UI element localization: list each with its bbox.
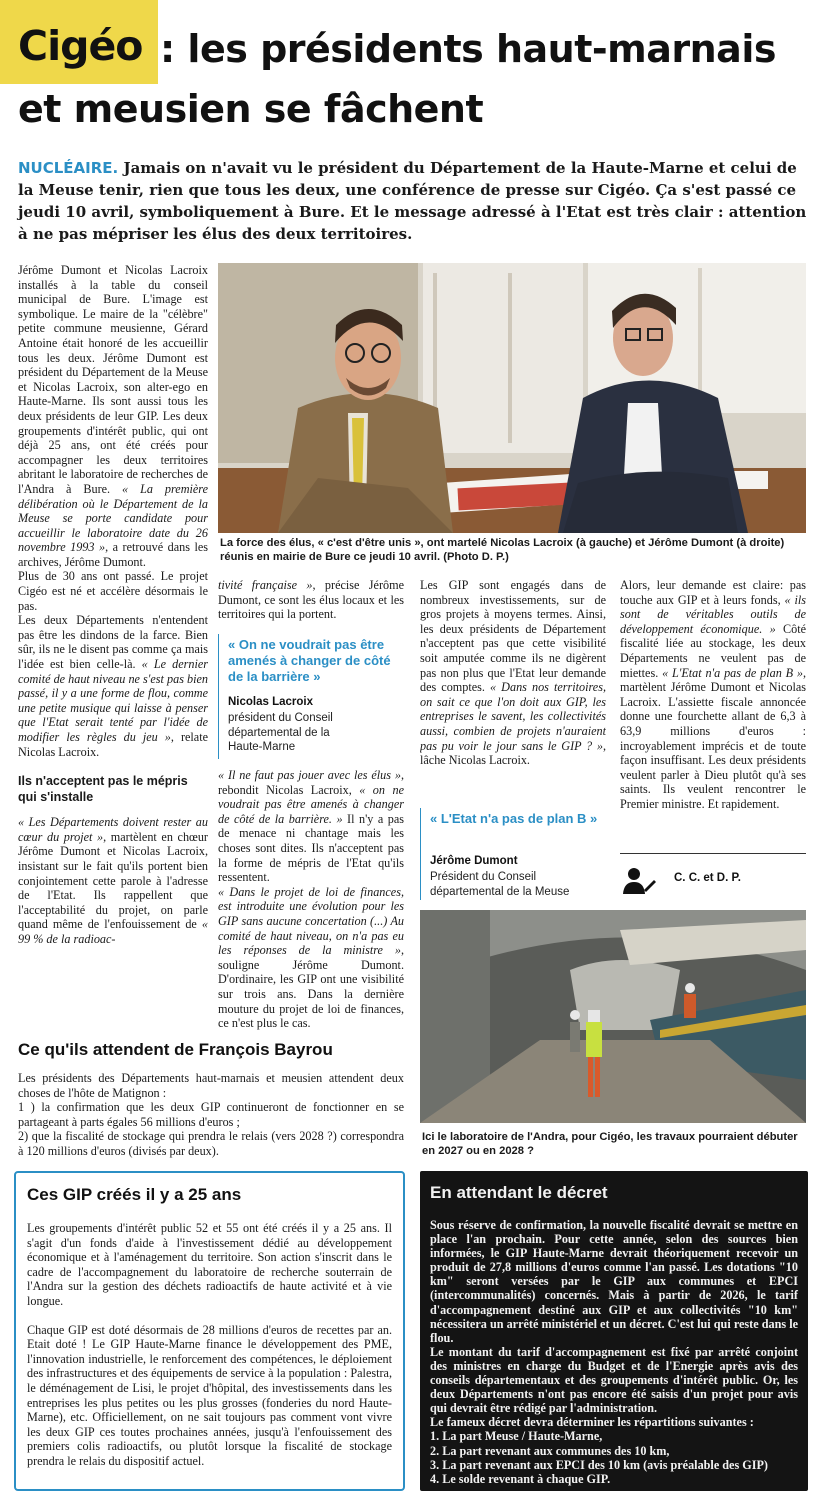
press-conference-illustration	[218, 263, 806, 533]
author-byline: C. C. et D. P.	[674, 872, 741, 884]
photo1-caption: La force des élus, « c'est d'être unis », ont martelé Nicolas Lacroix (à gauche) et Jérôme Dumont (à droite) réunis en mairie de Bure ce jeudi 10 avril. (Photo D. P.)	[220, 537, 785, 563]
lead-paragraph	[18, 157, 808, 245]
article-column-4	[620, 578, 806, 846]
author-icon	[622, 866, 656, 896]
decret-box-title: En attendant le décret	[430, 1183, 608, 1202]
col1-paragraph-2: Plus de 30 ans ont passé. Le projet Cigéo est né et accélère désormais le pas.	[18, 569, 208, 613]
pullquote2-rule	[420, 808, 421, 900]
photo2-caption: Ici le laboratoire de l'Andra, pour Cigéo, les travaux pourraient débuter en 2027 ou en 2028 ?	[422, 1131, 798, 1157]
col1-paragraph-4: « Les Départements doivent rester au cœur du projet », martèlent en chœur Jérôme Dumont et Nicolas Lacroix, insistant sur le fait qu'ils portent bien conjointement cette parole à l'adresse de l'Etat. Ils rappellent que l'acceptabilité du projet, on parle quand même de l'enfouissement de « 99 % de la radioac-	[18, 815, 208, 946]
article-column-3	[420, 578, 606, 803]
pullquote-dumont-name: Jérôme Dumont	[430, 855, 518, 867]
andra-laboratory-photo	[420, 910, 806, 1123]
decret-box-item-3: 3. La part revenant aux EPCI des 10 km (avis préalable des GIP)	[430, 1457, 768, 1472]
section-tag	[0, 0, 158, 84]
decret-box-item-4: 4. Le solde revenant à chaque GIP.	[430, 1471, 611, 1486]
decret-box-body	[430, 1218, 798, 1486]
tunnel-illustration	[420, 910, 806, 1123]
col1-subheading: Ils n'acceptent pas le mépris qui s'installe	[18, 774, 188, 805]
bayrou-section-title: Ce qu'ils attendent de François Bayrou	[18, 1040, 333, 1059]
article-column-1	[18, 263, 208, 1033]
col2-paragraph-2: « Il ne faut pas jouer avec les élus », rebondit Nicolas Lacroix, « on ne voudrait pas être amenés à changer de côté de la barrière. » Il n'y a pas de menace ni chantage mais les choses sont dites. Ils n'acceptent pas la forme de mépris de l'Etat qu'ils ressentent.	[218, 768, 404, 885]
pullquote1-rule	[218, 634, 219, 759]
gip-box-body	[27, 1221, 392, 1483]
pullquote-dumont-role: Président du Conseil départemental de la Meuse	[430, 871, 570, 898]
col1-paragraph-1: Jérôme Dumont et Nicolas Lacroix installés à la table du conseil municipal de Bure. L'image est symbolique. Le maire de la "célèbre" petite commune meusienne, Gérard Antoine était honoré de les accueillir tous les deux. Jérôme Dumont est président du Département de la Meuse et Nicolas Lacroix, son alter-ego en Haute-Marne. Ils sont aussi tous les deux présidents de leur GIP. Les deux groupements d'intérêt public, qui ont déjà 25 ans, ont été créés pour accompagner les deux territoires abritant le laboratoire de recherches de l'Andra à Bure. « La première délibération où le Département de la Meuse se porte candidate pour accueillir le laboratoire date du 26 novembre 1993 », a retrouvé dans les archives, Jérôme Dumont.	[18, 263, 208, 569]
bayrou-item-2: 2) que la fiscalité de stockage qui prendra le relais (vers 2028 ?) correspondra à 120 millions d'euros (divisés par deux).	[18, 1129, 404, 1158]
col1-paragraph-3: Les deux Départements n'entendent pas être les dindons de la farce. Bien sûr, ils ne le disent pas comme ça mais l'idée est bien celle-là. « Le dernier comité de haut niveau ne s'est pas bien passé, il y a une forme de flou, comme une petite musique qui laisse à penser que l'Etat serait tenté par l'idée de modifier les règles du jeu », relate Nicolas Lacroix.	[18, 613, 208, 759]
bayrou-intro: Les présidents des Départements haut-marnais et meusien attendent deux choses de l'hôte de Matignon :	[18, 1071, 404, 1100]
pullquote-lacroix-role: président du Conseil départemental de la Haute-Marne	[228, 712, 333, 753]
pullquote-lacroix: « On ne voudrait pas être amenés à changer de côté de la barrière »	[228, 637, 391, 684]
decret-box-item-1: 1. La part Meuse / Haute-Marne,	[430, 1429, 603, 1444]
col3-paragraph-1: Les GIP sont engagés dans de nombreux investissements, sur de gros projets à moyens termes. Ainsi, les deux présidents de Département n'acceptent pas que cette visibilité soit amputée comme ils ne digèrent pas non plus que l'Etat leur demande des comptes. « Dans nos territoires, on sait ce que l'on doit aux GIP, les entreprises le savent, les collectivités aussi, combien de projets n'auraient pas pu voir le jour sans le GIP ? », lâche Nicolas Lacroix.	[420, 578, 606, 768]
decret-box-item-2: 2. La part revenant aux communes des 10 km,	[430, 1443, 670, 1458]
bayrou-item-1: 1 ) la confirmation que les deux GIP continueront de fonctionner en se partageant à parts égales 56 millions d'euros ;	[18, 1100, 404, 1129]
lead-text: Jamais on n'avait vu le président du Département de la Haute-Marne et celui de la Meuse tenir, rien que tous les deux, une conférence de presse sur Cigéo. Ça s'est passé ce jeudi 10 avril, symboliquement à Bure. Et le message adressé à l'Etat est très clair : attention à ne pas mépriser les élus des deux territoires.	[18, 159, 807, 243]
col2-paragraph-1: tivité française », précise Jérôme Dumont, ce sont les élus locaux et les territoires qui la portent.	[218, 578, 404, 622]
pullquote-lacroix-name: Nicolas Lacroix	[228, 696, 314, 708]
lead-kicker: NUCLÉAIRE.	[18, 159, 119, 177]
press-conference-photo	[218, 263, 806, 533]
decret-box-paragraph-1: Sous réserve de confirmation, la nouvelle fiscalité devrait se mettre en place l'an prochain. Pour cette année, selon des sources bien informées, le GIP Haute-Marne devrait théoriquement recevoir un produit de 27,8 millions d'euros comme l'an passé. Les dotations "10 km" seront versées par le GIP aux communes et EPCI (intercommunalités) concernés. Mais à partir de 2026, le tarif d'accompagnement destiné aux GIP et aux collectivités "10 km" nécessitera un arrêté ministériel et un décret. C'est lui qui reste dans le flou.	[430, 1218, 798, 1345]
decret-info-box	[420, 1171, 808, 1491]
article-column-2-cont	[218, 768, 404, 1033]
decret-box-paragraph-3: Le fameux décret devra déterminer les répartitions suivantes :	[430, 1415, 754, 1430]
col2-paragraph-3: « Dans le projet de loi de finances, est introduite une évolution pour les GIP sans aucune concertation (...) Au comité de haut niveau, on n'a pas eu les réponses de la ministre », souligne Jérôme Dumont. D'ordinaire, les GIP ont une visibilité sur trois ans. Dans la dernière mouture du projet de loi de finances, ce n'est plus le cas.	[218, 884, 404, 1031]
headline-line2: et meusien se fâchent	[18, 87, 484, 131]
section-tag-label: Cigéo	[18, 22, 143, 70]
decret-box-paragraph-2: Le montant du tarif d'accompagnement est fixé par arrêté conjoint des ministres en charge du Budget et de l'Energie après avis des conseils départementaux et des groupements d'intérêt public. Or, les deux Départements n'ont pas encore été saisis d'un projet pour avis qui devrait être rédigé par l'administration.	[430, 1344, 798, 1416]
gip-info-box	[14, 1171, 405, 1491]
byline-rule	[620, 853, 806, 854]
headline-line1: : les présidents haut-marnais	[160, 27, 776, 71]
gip-box-paragraph-2: Chaque GIP est doté désormais de 28 millions d'euros de recettes par an. Etait doté ! Le GIP Haute-Marne finance le développement des PME, l'innovation industrielle, le renforcement des compétences, le déploiement des infrastructures et des équipements de service à la population : Palestra, le déménagement de Lisi, le projet d'hôpital, des investissements dans les entreprises les plus petites ou les plus grosses (fonderies du nord Haute-Marne), etc. Officiellement, on ne sait toujours pas comment vont vivre les deux GIP ces toutes prochaines années, jusqu'à l'enfouissement des premiers colis radioactifs, ou plutôt lorsque la fiscalité de stockage prendra le relais du dispositif actuel.	[27, 1322, 392, 1468]
pullquote-dumont: « L'Etat n'a pas de plan B »	[430, 811, 598, 826]
bayrou-section-body	[18, 1071, 404, 1161]
col4-paragraph-1: Alors, leur demande est claire: pas touche aux GIP et à leurs fonds, « ils sont de véritables outils de développement économique. » Côté fiscalité liée au stockage, les deux Départements ne veulent pas de miettes. « L'Etat n'a pas de plan B », martèlent Jérôme Dumont et Nicolas Lacroix. L'assiette fiscale annoncée donne une fourchette allant de 6,3 à 63,9 millions d'euros : incroyablement imprécis et de toute façon insuffisant. Les deux présidents veulent parler à Dieu plutôt qu'à ses saints. Ils veulent rencontrer le Premier ministre. Et rapidement.	[620, 578, 806, 811]
gip-box-paragraph-1: Les groupements d'intérêt public 52 et 55 ont été créés il y a 25 ans. Il s'agit d'un fonds d'aide à l'investissement dédié au développement économique et à l'aménagement du territoire. Son action s'inscrit dans le cadre de l'accompagnement du laboratoire de recherche souterrain de l'Andra sur la gestion des déchets radioactifs de haute activité et à vie longue.	[27, 1221, 392, 1308]
gip-box-title: Ces GIP créés il y a 25 ans	[27, 1185, 242, 1204]
